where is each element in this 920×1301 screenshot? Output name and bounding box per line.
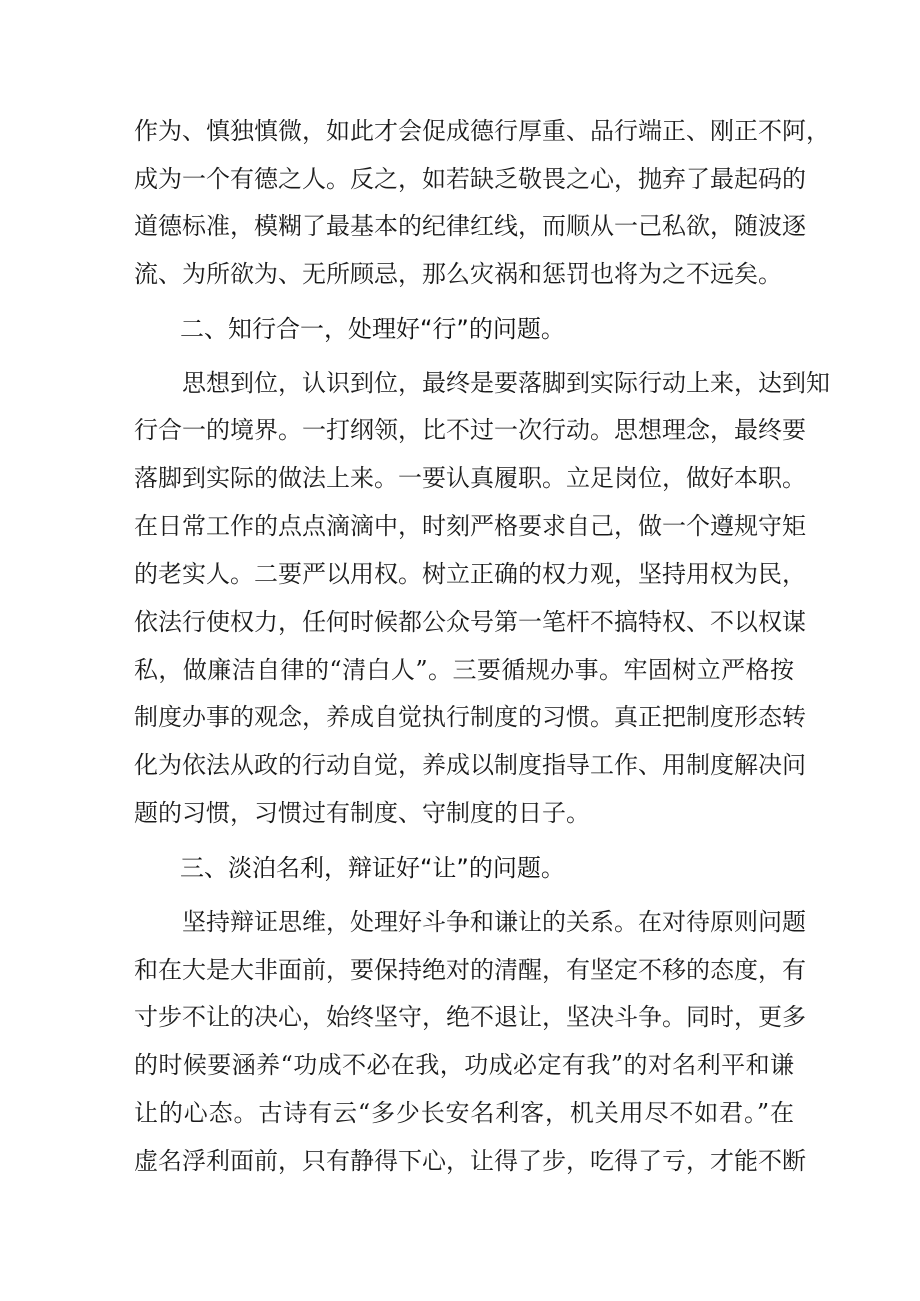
paragraph-2-line-7: 私，做廉洁自律的“清白人”。三要循规办事。牢固树立严格按 — [134, 656, 794, 684]
paragraph-2-line-3: 落脚到实际的做法上来。一要认真履职。立足岗位，做好本职。 — [134, 464, 806, 492]
paragraph-3-line-6: 虚名浮利面前，只有静得下心，让得了步，吃得了亏，才能不断 — [134, 1147, 806, 1175]
paragraph-2-line-10: 题的习惯，习惯过有制度、守制度的日子。 — [134, 799, 590, 827]
paragraph-3-line-3: 寸步不让的决心，始终坚守，绝不退让，坚决斗争。同时，更多 — [134, 1003, 806, 1031]
paragraph-3-line-4: 的时候要涵养“功成不必在我，功成必定有我”的对名利平和谦 — [134, 1051, 794, 1079]
paragraph-2-line-9: 化为依法从政的行动自觉，养成以制度指导工作、用制度解决问 — [134, 751, 806, 779]
paragraph-2-line-8: 制度办事的观念，养成自觉执行制度的习惯。真正把制度形态转 — [134, 703, 806, 731]
paragraph-1-line-2: 成为一个有德之人。反之，如若缺乏敬畏之心，抛弃了最起码的 — [134, 165, 806, 193]
paragraph-3-line-1: 坚持辩证思维，处理好斗争和谦让的关系。在对待原则问题 — [182, 908, 806, 936]
paragraph-1-line-1: 作为、慎独慎微，如此才会促成德行厚重、品行端正、刚正不阿， — [134, 117, 830, 145]
paragraph-1-line-4: 流、为所欲为、无所顾忌，那么灾祸和惩罚也将为之不远矣。 — [134, 260, 782, 288]
section-heading-2: 二、知行合一，处理好“行”的问题。 — [180, 315, 565, 343]
paragraph-2-line-4: 在日常工作的点点滴滴中，时刻严格要求自己，做一个遵规守矩 — [134, 512, 806, 540]
paragraph-1-line-3: 道德标准，模糊了最基本的纪律红线，而顺从一己私欲，随波逐 — [134, 212, 806, 240]
paragraph-2-line-2: 行合一的境界。一打纲领，比不过一次行动。思想理念，最终要 — [134, 416, 806, 444]
paragraph-3-line-2: 和在大是大非面前，要保持绝对的清醒，有坚定不移的态度，有 — [134, 956, 806, 984]
paragraph-2-line-1: 思想到位，认识到位，最终是要落脚到实际行动上来，达到知 — [182, 369, 830, 397]
paragraph-3-line-5: 让的心态。古诗有云“多少长安名利客，机关用尽不如君。”在 — [134, 1099, 794, 1127]
section-heading-3: 三、淡泊名利，辩证好“让”的问题。 — [180, 854, 565, 882]
paragraph-2-line-5: 的老实人。二要严以用权。树立正确的权力观，坚持用权为民， — [134, 560, 806, 588]
paragraph-2-line-6: 依法行使权力，任何时候都公众号第一笔杆不搞特权、不以权谋 — [134, 608, 806, 636]
